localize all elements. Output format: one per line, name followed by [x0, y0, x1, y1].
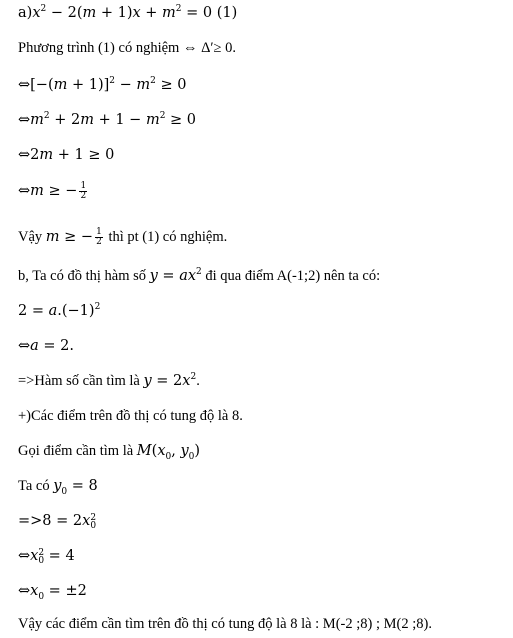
equation-line-4: $\Leftrightarrow m^2 + 2m + 1 - m^2 \ge 0$ [18, 111, 197, 128]
equation-line-15: =>8 = 2x 2 0 [18, 512, 97, 531]
point-definition: Gọi điểm cần tìm là $M(x_0$, $y_0$) [18, 443, 201, 462]
conclusion-a: Vậy m ≥ − $\frac{1}{2}$ thì pt (1) có nghiệm. [18, 227, 228, 248]
equation-line-5: ⇔2m + 1 ≥ 0 [18, 147, 115, 163]
final-conclusion: Vậy các điểm cần tìm trên đồ thị có tung độ là 8 là : M(-2 ;8) ; M(2 ;8). [18, 616, 432, 632]
equation-line-16: ⇔x 2 0 = 4 [18, 547, 75, 566]
equation-line-17: $\Leftrightarrow x_0 = \pm 2$ [18, 583, 87, 602]
function-result: =>Hàm số cần tìm là $y = 2x^2$. [18, 372, 200, 389]
condition-line: Phương trình (1) có nghiệm ⇔ Δ′≥ 0. [18, 40, 237, 56]
equation-line-6: ⇔m ≥ − $\frac{1}{2}$ [18, 181, 87, 202]
equation-line-3: ⇔[−(m + $1)]^2 - m^2 \ge 0$ [18, 76, 187, 93]
points-heading: +)Các điểm trên đồ thị có tung độ là 8. [18, 408, 243, 424]
equation-line-1: $a)x^2 - 2(m + 1)x + m^2 = 0$ (1) [18, 4, 238, 21]
equation-line-9: $2 = a.(-1)^2$ [18, 302, 101, 319]
equation-line-10: ⇔a = 2. [18, 338, 75, 354]
part-b-intro: b, Ta có đồ thị hàm số $y = ax^2$ đi qua điểm A(-1;2) nên ta có: [18, 267, 381, 284]
equation-line-14: Ta có $y_0 = 8$ [18, 478, 98, 497]
